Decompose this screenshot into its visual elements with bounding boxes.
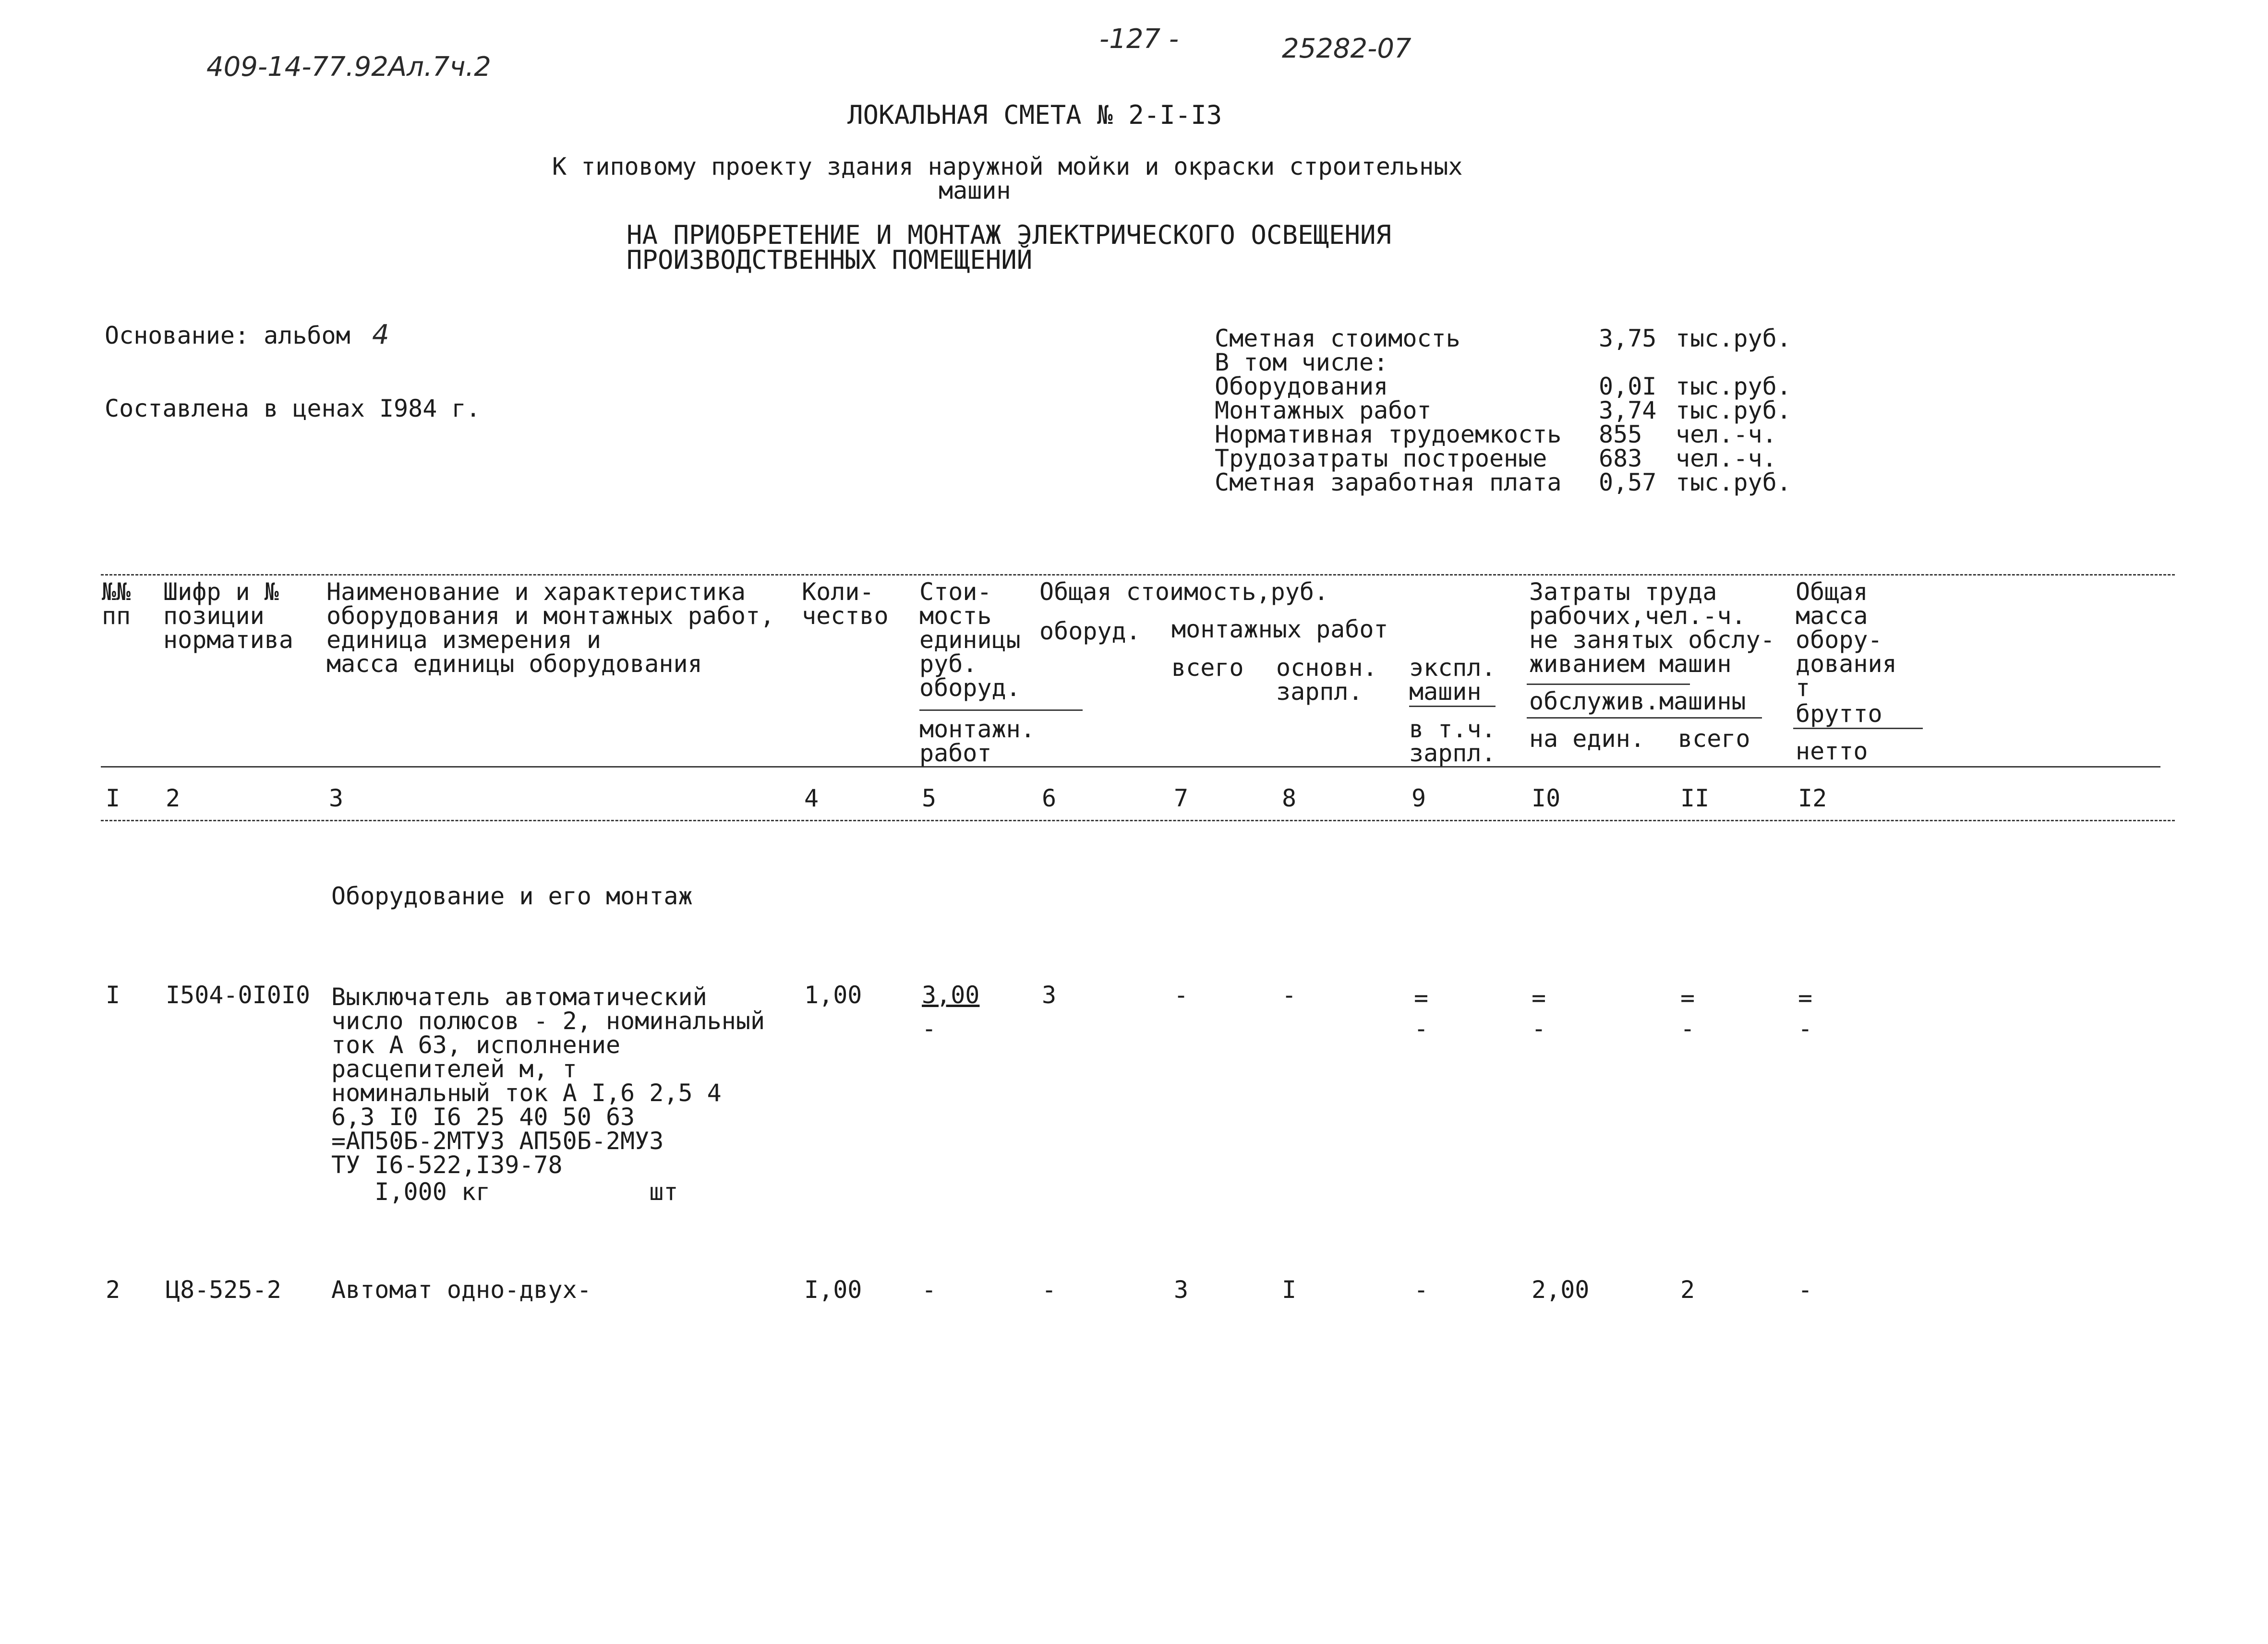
column-number: 6	[1042, 784, 1057, 812]
summary-unit: тыс.руб.	[1676, 468, 1791, 496]
header-machine-op-1: экспл.	[1409, 654, 1496, 682]
row-machine-wage: -	[1414, 1015, 1429, 1043]
header-labor-service: обслужив.машины	[1529, 687, 1746, 715]
header-code-2: позиции	[163, 602, 265, 630]
header-unitcost-2: мость	[919, 602, 992, 630]
row-name-line: ТУ I6-522,I39-78	[331, 1151, 563, 1179]
header-total: всего	[1171, 654, 1244, 682]
summary-label: Нормативная трудоемкость	[1215, 420, 1562, 448]
row-name-line: ток А 63, исполнение	[331, 1031, 621, 1059]
row-labor-total: =	[1680, 984, 1695, 1012]
summary-unit: чел.-ч.	[1676, 420, 1777, 448]
estimate-title: ЛОКАЛЬНАЯ СМЕТА № 2-I-I3	[847, 100, 1222, 130]
inventory-number: 25282-07	[1282, 33, 1411, 64]
column-number: 4	[804, 784, 819, 812]
row-labor-total-2: -	[1680, 1015, 1695, 1043]
summary-label: Оборудования	[1215, 372, 1388, 400]
column-number: I2	[1798, 784, 1827, 812]
summary-value: 683	[1599, 444, 1642, 472]
header-name-3: единица измерения и	[326, 626, 601, 654]
row-name-line: 6,3 I0 I6 25 40 50 63	[331, 1103, 635, 1131]
header-gross: брутто	[1796, 700, 1882, 728]
row-labor-unit-2: -	[1532, 1015, 1546, 1043]
column-number: 3	[329, 784, 344, 812]
row-base-wage: -	[1282, 981, 1297, 1009]
column-number: 8	[1282, 784, 1297, 812]
header-unitcost-3: единицы	[919, 626, 1021, 654]
header-unitcost-1: Стои-	[919, 578, 992, 606]
row-code: Ц8-525-2	[166, 1276, 281, 1304]
subject-line-2: ПРОИЗВОДСТВЕННЫХ ПОМЕЩЕНИЙ	[627, 245, 1033, 275]
header-num-2: пп	[102, 602, 131, 630]
header-unitcost-install-1: монтажн.	[919, 715, 1035, 743]
header-name-4: масса единицы оборудования	[326, 650, 702, 678]
header-mass-5: т	[1796, 674, 1810, 702]
table-header-bottom-rule	[101, 766, 2160, 768]
summary-value: 0,57	[1599, 468, 1657, 496]
header-mass-1: Общая	[1796, 578, 1868, 606]
summary-label: Сметная заработная плата	[1215, 468, 1562, 496]
header-num-1: №№	[102, 578, 131, 606]
summary-value: 0,0I	[1599, 372, 1657, 400]
row-install-total: 3	[1174, 1276, 1189, 1304]
summary-value: 3,74	[1599, 396, 1657, 424]
row-name-line: =АП50Б-2МТУ3 АП50Б-2МУ3	[331, 1127, 664, 1155]
column-number: 9	[1411, 784, 1426, 812]
summary-unit: чел.-ч.	[1676, 444, 1777, 472]
header-name-1: Наименование и характеристика	[326, 578, 746, 606]
labor-divider-2	[1527, 717, 1762, 719]
row-name-line: Выключатель автоматический	[331, 983, 707, 1011]
row-mass-gross: -	[1798, 1276, 1813, 1304]
header-labor-3: не занятых обслу-	[1529, 626, 1775, 654]
summary-value: 3,75	[1599, 324, 1657, 352]
unit-cost-divider	[919, 709, 1083, 711]
header-net: нетто	[1796, 737, 1868, 765]
project-line-1: К типовому проекту здания наружной мойки и окраски строительных	[552, 153, 1463, 180]
row-qty: I,00	[804, 1276, 862, 1304]
header-unitcost-5: оборуд.	[919, 674, 1021, 702]
row-machine-op: -	[1414, 1276, 1429, 1304]
row-name-line: I,000 кг шт	[331, 1178, 678, 1206]
header-code-3: норматива	[163, 626, 293, 654]
page-number: -127 -	[1099, 24, 1179, 55]
column-number: 7	[1174, 784, 1189, 812]
row-unit-cost-install: -	[922, 1015, 937, 1043]
row-name-line: номинальный ток А I,6 2,5 4	[331, 1079, 722, 1107]
labor-divider-1	[1527, 684, 1690, 685]
header-incl-wage-1: в т.ч.	[1409, 715, 1496, 743]
project-line-2: машин	[939, 177, 1011, 204]
summary-label: В том числе:	[1215, 348, 1388, 376]
document-code: 409-14-77.92Ал.7ч.2	[206, 51, 491, 83]
summary-label: Монтажных работ	[1215, 396, 1432, 424]
row-base-wage: I	[1282, 1276, 1297, 1304]
machine-op-divider	[1409, 706, 1496, 707]
column-number: I	[106, 784, 121, 812]
header-equip: оборуд.	[1039, 617, 1141, 645]
header-unitcost-install-2: работ	[919, 739, 992, 767]
summary-label: Сметная стоимость	[1215, 324, 1460, 352]
header-labor-1: Затраты труда	[1529, 578, 1717, 606]
header-per-unit: на един.	[1529, 725, 1645, 753]
row-number: I	[106, 981, 121, 1009]
row-labor-unit: =	[1532, 984, 1546, 1012]
header-labor-total: всего	[1678, 725, 1750, 753]
header-labor-2: рабочих,чел.-ч.	[1529, 602, 1746, 630]
row-labor-unit: 2,00	[1532, 1276, 1590, 1304]
row-equip-total: -	[1042, 1276, 1057, 1304]
mass-divider	[1793, 728, 1923, 729]
header-code-1: Шифр и №	[163, 578, 279, 606]
summary-unit: тыс.руб.	[1676, 372, 1791, 400]
header-labor-4: живанием машин	[1529, 650, 1732, 678]
row-name-line: расцепителей м, т	[331, 1055, 577, 1083]
header-base-wage-2: зарпл.	[1276, 678, 1363, 706]
row-machine-op: =	[1414, 984, 1429, 1012]
header-machine-op-2: машин	[1409, 678, 1482, 706]
header-unitcost-4: руб.	[919, 650, 977, 678]
section-heading: Оборудование и его монтаж	[331, 882, 693, 910]
summary-unit: тыс.руб.	[1676, 396, 1791, 424]
header-mass-4: дования	[1796, 650, 1897, 678]
row-mass-gross: =	[1798, 984, 1813, 1012]
summary-unit: тыс.руб.	[1676, 324, 1791, 352]
row-code: I504-0I0I0	[166, 981, 311, 1009]
row-labor-total: 2	[1680, 1276, 1695, 1304]
basis-album: 4	[372, 319, 389, 350]
row-number: 2	[106, 1276, 121, 1304]
subject-line-1: НА ПРИОБРЕТЕНИЕ И МОНТАЖ ЭЛЕКТРИЧЕСКОГО ОСВЕЩЕНИЯ	[627, 220, 1392, 250]
header-qty-1: Коли-	[802, 578, 874, 606]
header-base-wage-1: основн.	[1276, 654, 1377, 682]
header-total-cost: Общая стоимость,руб.	[1039, 578, 1329, 606]
row-install-total: -	[1174, 981, 1189, 1009]
column-number: 5	[922, 784, 937, 812]
row-name-line: число полюсов - 2, номинальный	[331, 1007, 765, 1035]
column-number: I0	[1532, 784, 1561, 812]
table-top-rule	[101, 574, 2175, 576]
row-mass-net: -	[1798, 1015, 1813, 1043]
row-qty: 1,00	[804, 981, 862, 1009]
header-mass-3: обору-	[1796, 626, 1882, 654]
summary-value: 855	[1599, 420, 1642, 448]
prices-note: Составлена в ценах I984 г.	[105, 395, 481, 422]
row-equip-total: 3	[1042, 981, 1057, 1009]
column-numbers-rule	[101, 820, 2175, 821]
header-incl-wage-2: зарпл.	[1409, 739, 1496, 767]
header-mass-2: масса	[1796, 602, 1868, 630]
basis-label: Основание: альбом	[105, 322, 350, 349]
header-name-2: оборудования и монтажных работ,	[326, 602, 775, 630]
row-unit-cost-equip: 3,00	[922, 981, 980, 1009]
row-name-line: Автомат одно-двух-	[331, 1276, 591, 1304]
column-number: 2	[166, 784, 181, 812]
header-qty-2: чество	[802, 602, 889, 630]
row-unit-cost-equip: -	[922, 1276, 937, 1304]
summary-label: Трудозатраты построеные	[1215, 444, 1547, 472]
column-number: II	[1680, 784, 1710, 812]
header-install-works: монтажных работ	[1171, 615, 1388, 643]
